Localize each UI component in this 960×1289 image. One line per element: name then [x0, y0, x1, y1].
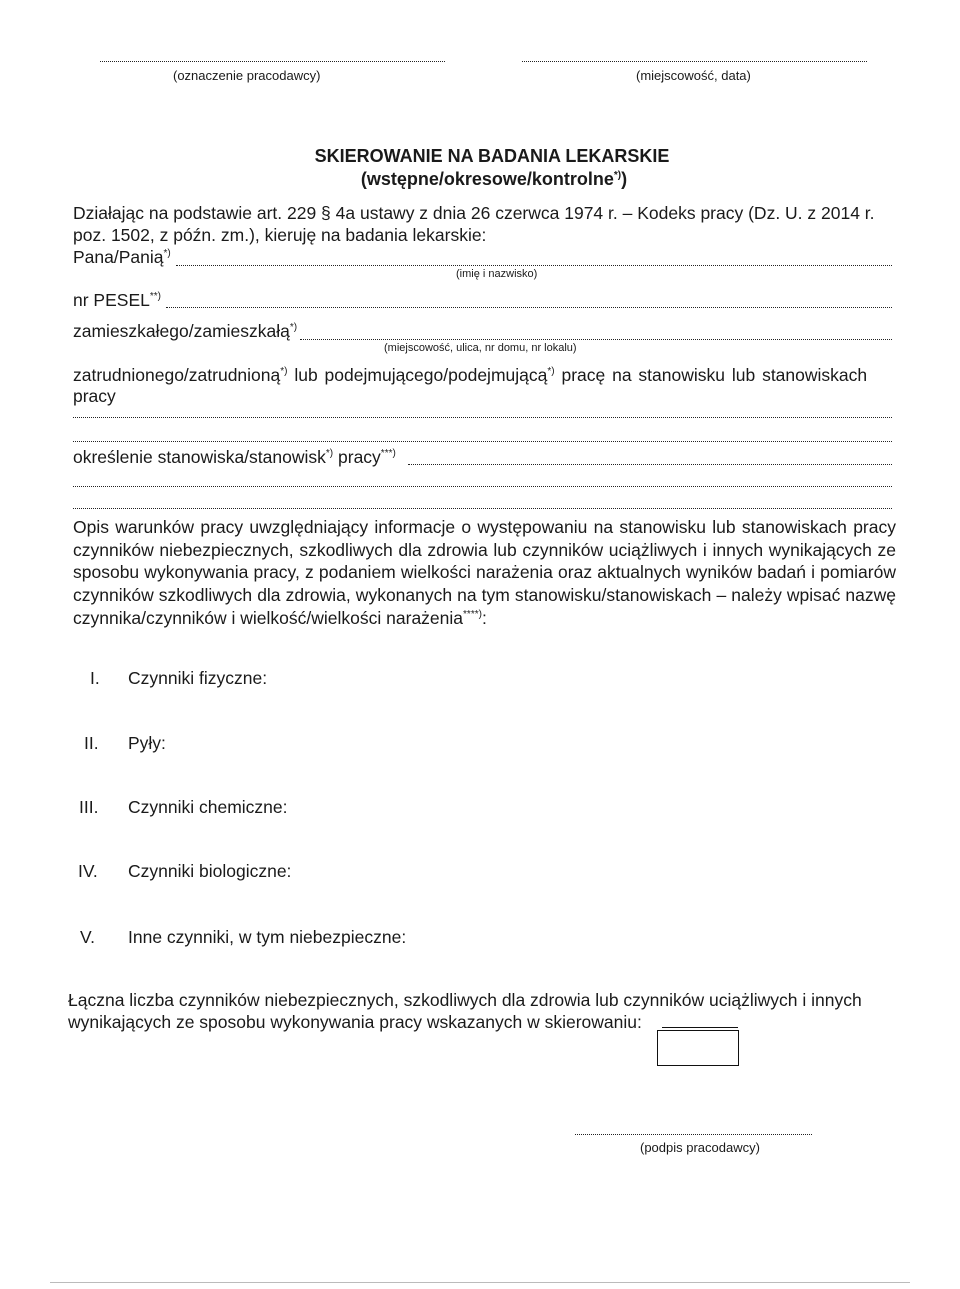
signature-caption: (podpis pracodawcy)	[640, 1140, 760, 1155]
total-count-box[interactable]	[657, 1030, 739, 1066]
place-date-dotted-line[interactable]	[522, 61, 867, 62]
position-definition-label: określenie stanowiska/stanowisk*) pracy***)	[73, 447, 396, 467]
factor-item: I. Czynniki fizyczne:	[90, 668, 268, 688]
total-line-1: Łączna liczba czynników niebezpiecznych, szkodliwych dla zdrowia lub czynników uciążliwych i innych	[68, 990, 862, 1010]
employment-line-2: pracy	[73, 386, 116, 406]
employer-dotted-line[interactable]	[100, 61, 445, 62]
address-caption: (miejscowość, ulica, nr domu, nr lokalu)	[384, 342, 577, 354]
signature-dotted-line[interactable]	[575, 1134, 812, 1135]
position-field-1[interactable]	[73, 417, 892, 418]
working-conditions-text: Opis warunków pracy uwzględniający informacje o występowaniu na stanowisku lub stanowiskach pracy czynników niebezpiecznych, szkodliwych dla zdrowia lub czynników uciążliwych i innych wynikających ze sposobu wykonywania pracy, z podaniem wielkości narażenia oraz aktualnych wyników badań i pomiarów czynników szkodliwych dla zdrowia, wykonanych na tym stanowisku/stanowiskach – należy wpisać nazwę czynnika/czynników i wielkość/wielkości narażenia****):	[73, 517, 896, 628]
intro-line-1: Działając na podstawie art. 229 § 4a ustawy z dnia 26 czerwca 1974 r. – Kodeks pracy (Dz. U. z 2014 r.	[73, 203, 875, 223]
employer-caption: (oznaczenie pracodawcy)	[173, 68, 321, 83]
factor-item: V. Inne czynniki, w tym niebezpieczne:	[80, 927, 407, 947]
total-underline	[662, 1027, 738, 1028]
position-definition-field[interactable]	[408, 464, 892, 465]
pesel-field[interactable]	[166, 307, 892, 308]
address-label: zamieszkałego/zamieszkałą*)	[73, 321, 298, 341]
total-line-2: wynikających ze sposobu wykonywania pracy wskazanych w skierowaniu:	[68, 1012, 642, 1032]
bottom-divider	[50, 1282, 910, 1283]
factor-item: IV. Czynniki biologiczne:	[78, 861, 292, 881]
pesel-label: nr PESEL**)	[73, 290, 161, 310]
title-line-1: SKIEROWANIE NA BADANIA LEKARSKIE	[314, 146, 670, 166]
position-definition-field-3[interactable]	[73, 508, 892, 509]
title-line-2: (wstępne/okresowe/kontrolne*))	[360, 169, 628, 189]
position-field-2[interactable]	[73, 441, 892, 442]
name-caption: (imię i nazwisko)	[456, 268, 538, 280]
factor-item: III. Czynniki chemiczne:	[79, 797, 288, 817]
factor-item: II. Pyły:	[84, 733, 166, 753]
pan-label: Pana/Panią*)	[73, 247, 171, 267]
employment-line-1: zatrudnionego/zatrudnioną*) lub podejmującego/podejmującą*) pracę na stanowisku lub stanowiskach	[73, 365, 868, 385]
place-date-caption: (miejscowość, data)	[636, 68, 751, 83]
intro-line-2: poz. 1502, z późn. zm.), kieruję na badania lekarskie:	[73, 225, 487, 245]
document-title	[0, 146, 960, 190]
address-field[interactable]	[300, 339, 892, 340]
position-definition-field-2[interactable]	[73, 486, 892, 487]
name-field[interactable]	[176, 265, 892, 266]
